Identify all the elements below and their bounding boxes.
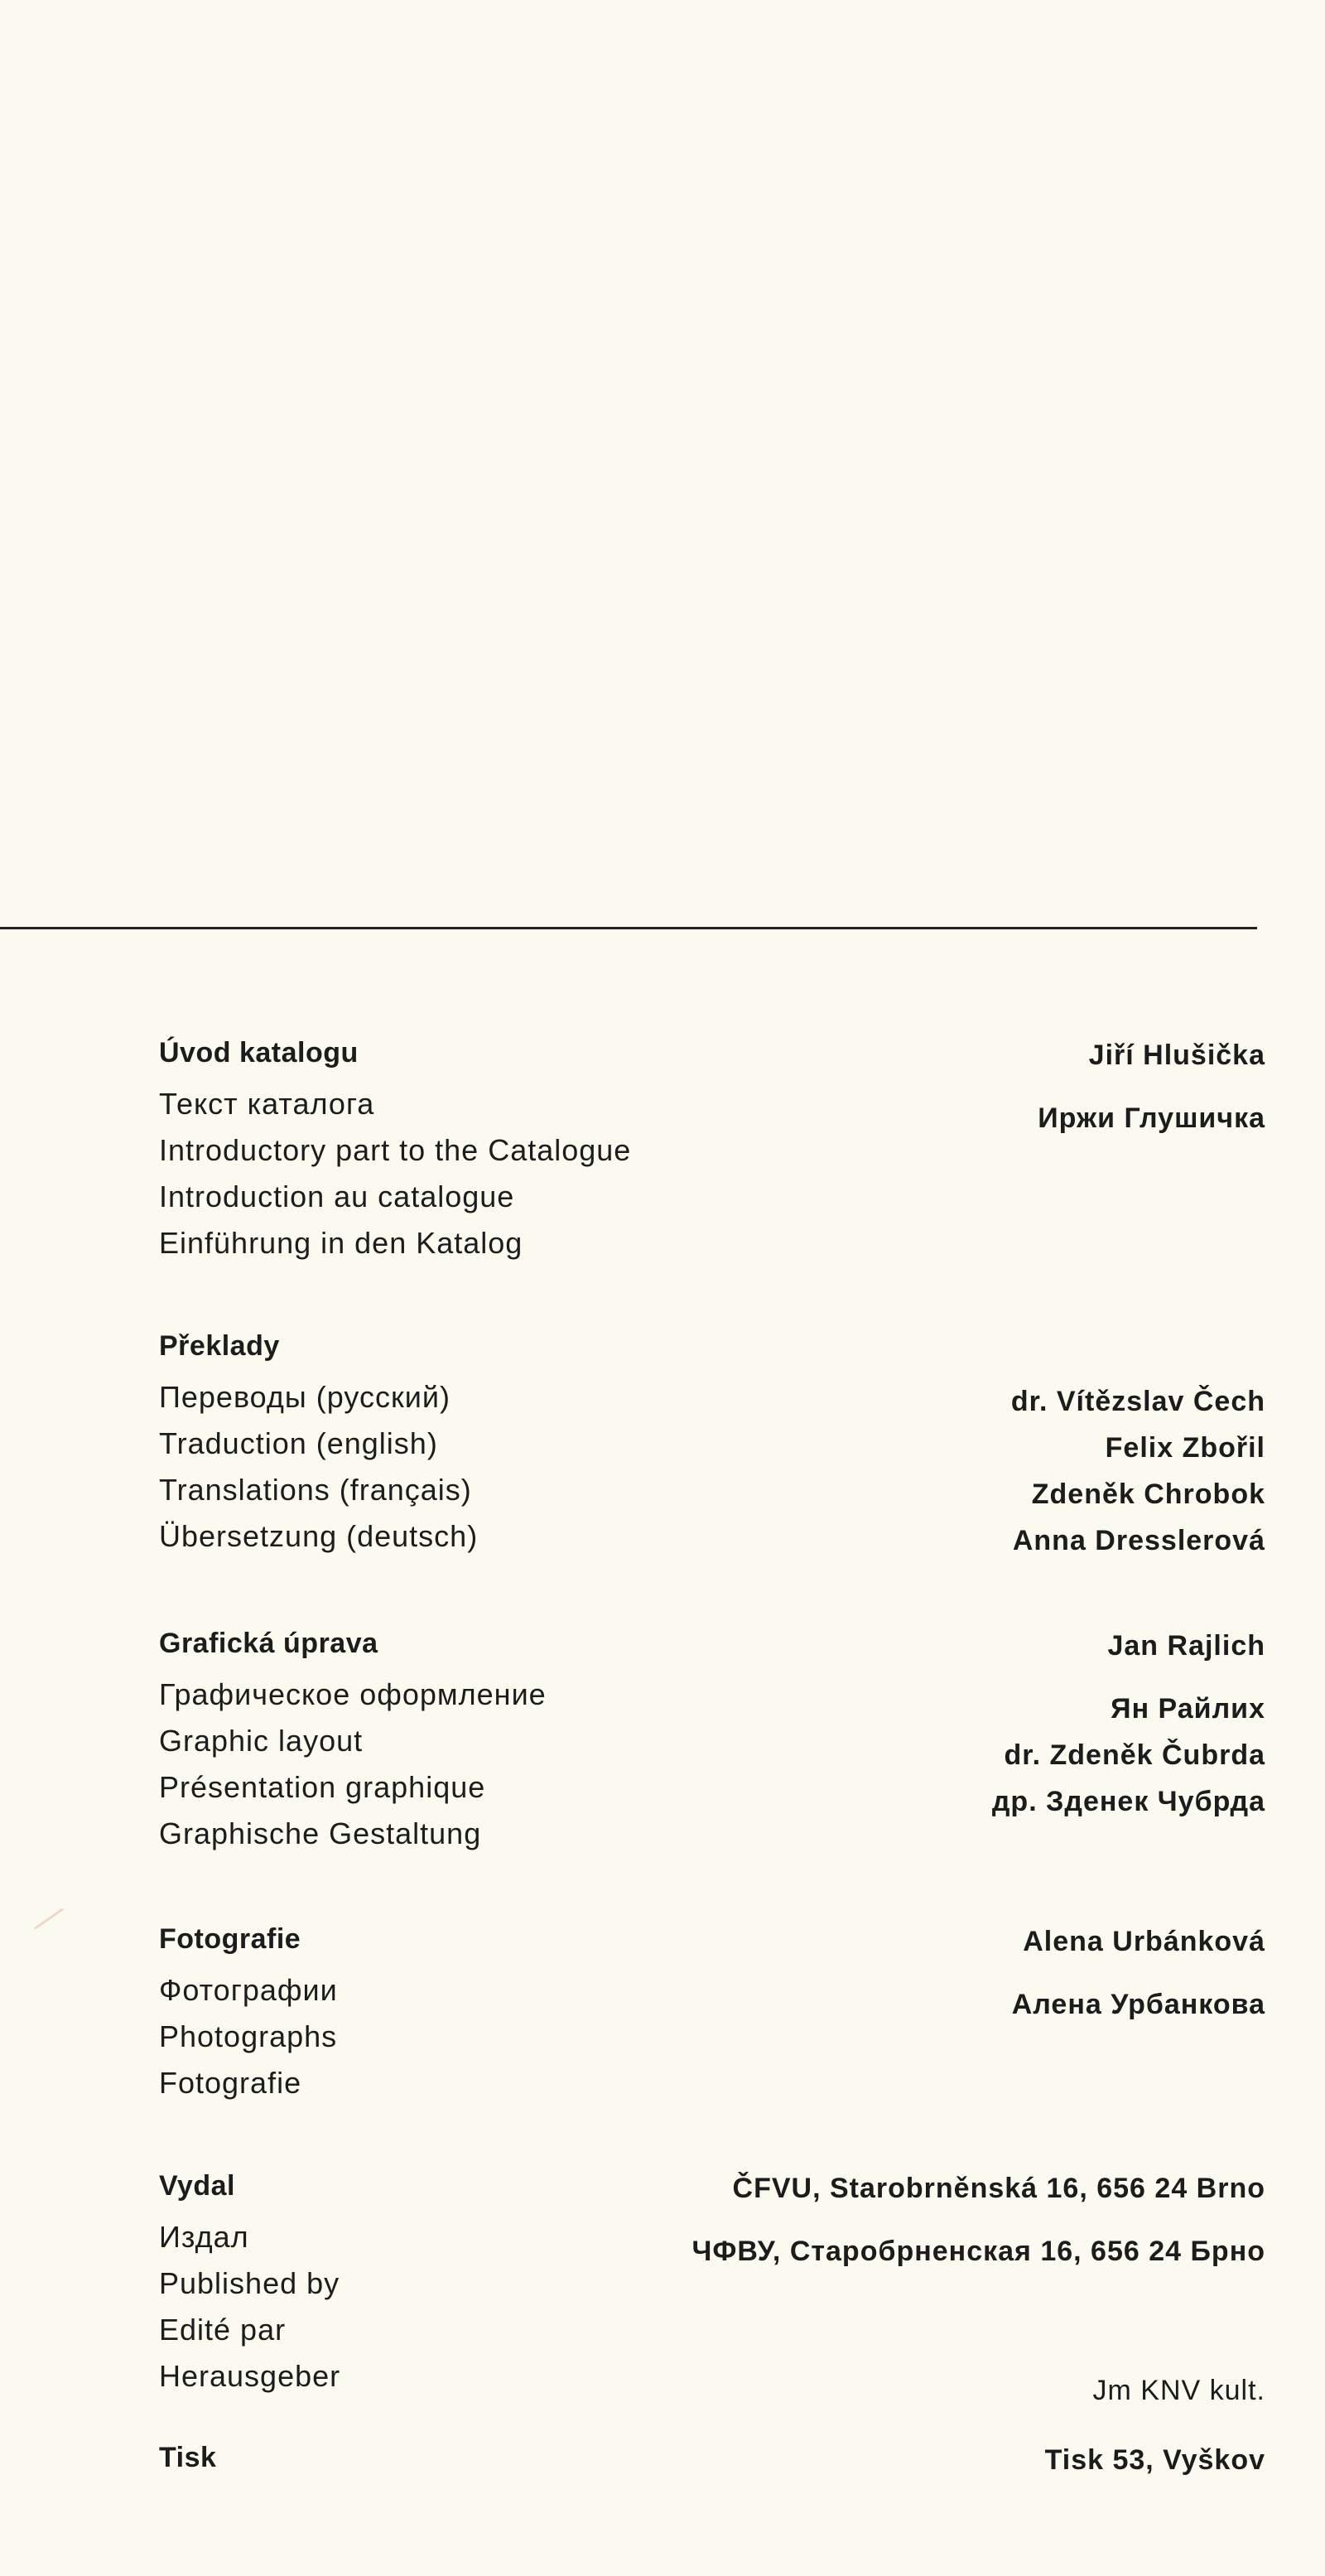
horizontal-rule [0,927,1257,929]
credit-name-russian: Ян Райлих [1111,1693,1265,1725]
section-translations [159,1330,1265,1579]
line-english: Introductory part to the Catalogue [159,1133,632,1167]
line-german: Übersetzung (deutsch) [159,1519,479,1553]
credit-name: Anna Dresslerová [1012,1525,1265,1556]
line-french: Fotografie [159,2066,302,2100]
section-graphic-design [159,1628,1265,1876]
section-heading: Grafická úprava [159,1628,378,1659]
line-english: Traduction (english) [159,1426,438,1460]
credit-name-russian: др. Зденек Чубрда [991,1786,1265,1817]
publisher-address-russian: ЧФВУ, Старобрненская 16, 656 24 Брно [691,2236,1265,2267]
credits [992,1628,1265,1825]
line-french: Edité par [159,2313,287,2347]
line-german: Herausgeber [159,2359,341,2393]
credits [1011,1378,1265,1564]
credit-name: dr. Zdeněk Čubrda [1004,1739,1265,1771]
line-russian: Переводы (русский) [159,1380,450,1414]
section-print [159,2442,1265,2492]
line-french: Présentation graphique [159,1770,486,1804]
section-heading: Vydal [159,2170,235,2202]
line-english: Photographs [159,2019,338,2053]
credits [1038,1037,1265,1141]
line-russian: Фотографии [159,1973,338,2007]
line-english: Published by [159,2266,340,2300]
line-french: Introduction au catalogue [159,1179,515,1213]
credit-name: dr. Vítězslav Čech [1010,1386,1265,1417]
credit-name: Felix Zbořil [1105,1432,1265,1464]
section-heading: Překlady [159,1330,280,1362]
publisher-address: ČFVU, Starobrněnská 16, 656 24 Brno [732,2173,1265,2204]
section-introduction [159,1037,1265,1286]
publisher-note: Jm KNV kult. [1092,2375,1265,2406]
paper-mark [34,1908,64,1930]
credit-name-russian: Иржи Глушичка [1038,1102,1265,1134]
line-russian: Графическое оформление [159,1677,547,1711]
credit-name: Zdeněk Chrobok [1031,1479,1265,1510]
credits [1045,2442,1265,2478]
line-german: Einführung in den Katalog [159,1226,523,1260]
credits [1012,1923,1265,2028]
section-heading: Fotografie [159,1923,301,1955]
credit-name-russian: Алена Урбанкова [1011,1989,1265,2020]
line-german: Graphische Gestaltung [159,1816,482,1850]
credit-name: Alena Urbánková [1023,1926,1265,1957]
section-photographs [159,1923,1265,2130]
section-publisher [159,2170,1265,2419]
credit-name: Jan Rajlich [1107,1630,1265,1662]
line-russian: Издал [159,2220,249,2254]
credits [691,2170,1265,2414]
line-english: Graphic layout [159,1724,364,1758]
line-french: Translations (français) [159,1473,472,1507]
section-heading: Úvod katalogu [159,1037,359,1069]
section-heading: Tisk [159,2442,217,2473]
credit-name: Jiří Hlušička [1088,1040,1265,1071]
printer: Tisk 53, Vyškov [1044,2444,1265,2476]
line-russian: Текст каталога [159,1087,375,1121]
